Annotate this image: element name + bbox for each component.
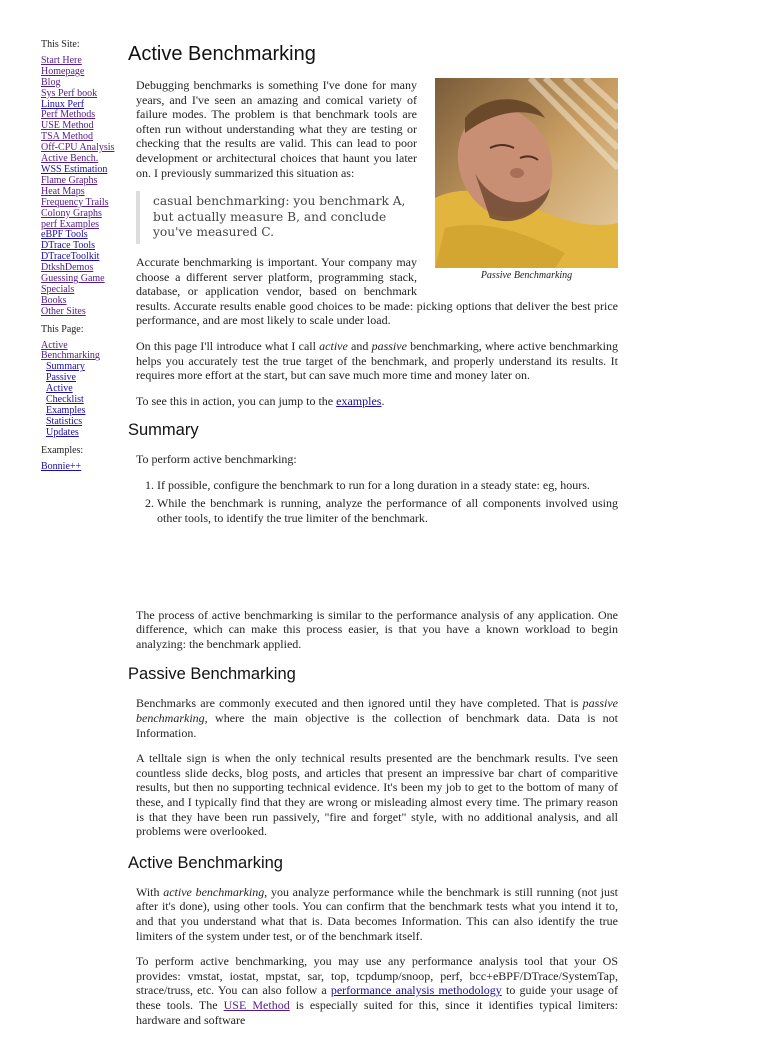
sidebar-link-heat-maps[interactable]: Heat Maps (41, 185, 85, 197)
jump-after: . (381, 393, 385, 408)
intro2-before: On this page I'll introduce what I call (136, 338, 320, 353)
sidebar-link-perf-methods[interactable]: Perf Methods (41, 109, 96, 121)
sidebar-link-books[interactable]: Books (41, 294, 67, 306)
accurate-paragraph: Accurate benchmarking is important. Your company may choose a different server platform, programming stack, database, or application vendor, based on benchmark results. Accurate results enable good choices to be made: picking options that deliver the best price performance, and are most likely to scale under load. (136, 254, 618, 328)
intro-paragraph: Debugging benchmarks is something I've done for many years, and I've seen an amazing and comical variety of failure modes. The problem is that benchmark tools are often run without understanding what they are testing or checking that the results are valid. This can lead to poor development or architectural choices that haunt you later on. I previously summarized this situation as: (136, 78, 417, 180)
summary-spacer (128, 530, 618, 608)
intro2-mid: and (347, 338, 372, 353)
sidebar-link-dtracetoolkit[interactable]: DTraceToolkit (41, 251, 100, 263)
sidebar-link-colony-graphs[interactable]: Colony Graphs (41, 207, 102, 219)
sidebar-link-dtkshdemos[interactable]: DtkshDemos (41, 262, 94, 274)
active-term: active (319, 338, 348, 353)
active-p2-after: is especially suited for this, since it identifies typical limiters: hardware and software (136, 997, 619, 1027)
sidebar-link-dtrace-tools[interactable]: DTrace Tools (41, 240, 96, 252)
jump-paragraph (136, 394, 618, 409)
sidebar-link-perf-examples[interactable]: perf Examples (41, 218, 100, 230)
sleeping-man-illustration (435, 78, 618, 268)
sidebar-link-off-cpu-analysis[interactable]: Off-CPU Analysis (41, 142, 115, 154)
passive-p1-before: Benchmarks are commonly executed and then ignored until they have completed. That is (136, 696, 583, 711)
examples-link[interactable]: examples (336, 393, 382, 408)
active-heading: Active Benchmarking (128, 853, 283, 872)
active-passive-intro (136, 339, 618, 383)
intro2-after: benchmarking, where active benchmarking helps you accurately test the true target of the benchmark, and properly understand its results. It requires more effort at the start, but can save much more time and money later on. (136, 338, 619, 383)
passive-paragraph-1 (136, 696, 618, 740)
sidebar-examples-section (41, 446, 121, 473)
main-content (128, 40, 618, 1038)
page-nav-link-passive[interactable]: Passive (46, 372, 76, 384)
sidebar-link-start-here[interactable]: Start Here (41, 54, 82, 66)
sidebar-link-homepage[interactable]: Homepage (41, 65, 85, 77)
summary-steps (136, 478, 618, 526)
page-nav-link-updates[interactable]: Updates (46, 426, 79, 438)
sidebar-link-sys-perf-book[interactable]: Sys Perf book (41, 87, 98, 99)
active-paragraph-2 (136, 954, 618, 1027)
active-paragraph-1 (136, 885, 618, 943)
sidebar-link-ebpf-tools[interactable]: eBPF Tools (41, 229, 88, 241)
passive-paragraph-2: A telltale sign is when the only technical results presented are the benchmark results. I've seen countless slide decks, blog posts, and articles that present an impressive bar chart of comparitive results, but then no supporting technical evidence. It's been my job to get to the bottom of many of these, and I typically find that they are wrong or misleading almost every time. The primary reason is that they have been run passively, "fire and forget" style, with no additional analysis, and all problems were overlooked. (136, 751, 618, 839)
page-title: Active Benchmarking (128, 43, 316, 65)
sidebar-link-specials[interactable]: Specials (41, 283, 75, 295)
page-nav-link-examples[interactable]: Examples (46, 405, 86, 416)
active-p2-before: To perform active benchmarking, you may use any performance analysis tool that your OS provides: vmstat, iostat, mpstat, sar, top, tcpdump/snoop, perf, bcc+eBPF/DTrace/SystemTap, strace/truss, etc. You can also follow a (136, 954, 618, 998)
passive-benchmarking-term: passive benchmarking (136, 696, 618, 726)
active-p1-before: With (136, 884, 164, 899)
sidebar-page-section (41, 325, 121, 439)
passive-p1-after: , where the main objective is the collection of benchmark data. Data is not Information. (136, 711, 618, 740)
page-nav-link-statistics[interactable]: Statistics (46, 415, 83, 427)
sidebar-link-other-sites[interactable]: Other Sites (41, 305, 86, 317)
sidebar-page-heading: This Page: (41, 323, 84, 335)
casual-benchmarking-quote: casual benchmarking: you benchmark A, but actually measure B, and conclude you've measured C. (136, 191, 606, 244)
page-top-list (41, 341, 121, 363)
passive-heading: Passive Benchmarking (128, 665, 296, 684)
active-p2-mid: to guide your usage of these tools. The (136, 983, 618, 1012)
page-nav-item (41, 428, 121, 439)
sidebar-link-active-benchmarking[interactable]: Active Benchmarking (41, 339, 100, 362)
figure-caption: Passive Benchmarking (480, 270, 573, 281)
active-p1-after: , you analyze performance while the benchmark is still running (not just after it's done), using other tools. You can confirm that the benchmark tests what you intend it to, and that you understand what that is. Data becomes Information. This can also identify the true limiters of the system under test, or of the benchmark itself. (136, 884, 619, 943)
page-links-list (41, 362, 121, 438)
sidebar-item (41, 307, 121, 318)
sleeping-man-photo (435, 78, 618, 268)
sidebar (41, 40, 121, 480)
sidebar-site-section (41, 40, 121, 318)
page-nav-link-active[interactable]: Active (46, 383, 73, 395)
sidebar-link-use-method[interactable]: USE Method (41, 120, 94, 132)
sidebar-link-frequency-trails[interactable]: Frequency Trails (41, 196, 109, 208)
sidebar-link-flame-graphs[interactable]: Flame Graphs (41, 174, 98, 186)
active-benchmarking-term: active benchmarking (163, 884, 265, 899)
summary-step: 2. While the benchmark is running, analyze the performance of all components involved using other tools, to identify the true limiter of the benchmark. (157, 496, 618, 525)
sidebar-site-heading: This Site: (41, 39, 80, 50)
page-nav-link-summary[interactable]: Summary (46, 361, 85, 373)
example-item (41, 462, 121, 473)
sidebar-link-active-bench[interactable]: Active Bench. (41, 153, 99, 165)
process-paragraph: The process of active benchmarking is similar to the performance analysis of any application. One difference, which can make this process easier, is that you have a known workload to begin analyzing: the benchmark applied. (136, 607, 618, 651)
sidebar-link-blog[interactable]: Blog (41, 76, 61, 88)
figure (435, 78, 618, 283)
passive-term: passive (371, 338, 407, 353)
summary-lead: To perform active benchmarking: (136, 452, 297, 467)
jump-before: To see this in action, you can jump to the (136, 393, 337, 408)
sidebar-link-linux-perf[interactable]: Linux Perf (41, 98, 85, 110)
sidebar-link-guessing-game[interactable]: Guessing Game (41, 273, 105, 285)
methodology-link[interactable]: performance analysis methodology (330, 983, 502, 998)
example-links-list (41, 462, 121, 473)
sidebar-link-wss-estimation[interactable]: WSS Estimation (41, 163, 108, 175)
sidebar-examples-heading: Examples: (41, 444, 84, 456)
page-nav-link-checklist[interactable]: Checklist (46, 394, 84, 406)
summary-step: 1. If possible, configure the benchmark to run for a long duration in a steady state: eg, hours. (157, 478, 618, 493)
example-link-bonnie[interactable]: Bonnie++ (41, 460, 82, 472)
summary-heading: Summary (128, 421, 199, 440)
use-method-link[interactable]: USE Method (223, 997, 290, 1012)
site-links-list (41, 56, 121, 318)
sidebar-link-tsa-method[interactable]: TSA Method (41, 131, 93, 143)
